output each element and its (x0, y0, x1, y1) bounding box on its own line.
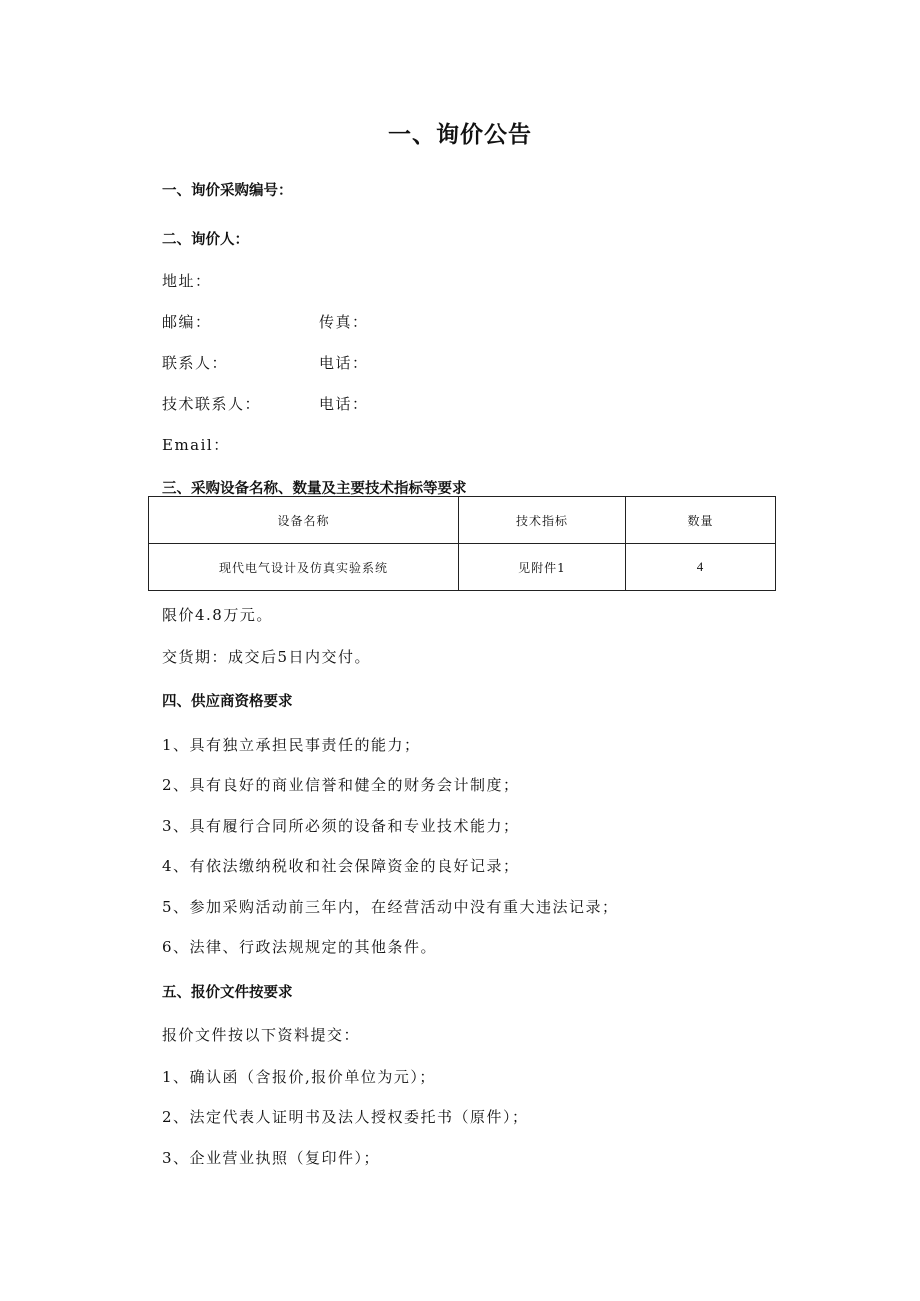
table-cell-equipment-name: 现代电气设计及仿真实验系统 (149, 544, 459, 591)
list-item: 1、具有独立承担民事责任的能力； (162, 736, 421, 754)
fax-label: 传真： (319, 313, 369, 331)
delivery-period: 交货期：成交后5日内交付。 (162, 648, 372, 666)
table-header-cell: 设备名称 (149, 497, 459, 544)
list-item: 2、法定代表人证明书及法人授权委托书（原件）； (162, 1108, 529, 1126)
list-item: 5、参加采购活动前三年内，在经营活动中没有重大违法记录； (162, 898, 619, 916)
list-item: 4、有依法缴纳税收和社会保障资金的良好记录； (162, 857, 520, 875)
phone-label: 电话： (319, 354, 369, 372)
postcode-label: 邮编： (162, 313, 212, 331)
contact-label: 联系人： (162, 354, 229, 372)
tech-contact-label: 技术联系人： (162, 395, 262, 413)
heading-quotation-documents: 五、报价文件按要求 (162, 985, 293, 1001)
list-item: 6、法律、行政法规规定的其他条件。 (162, 938, 438, 956)
equipment-table (148, 496, 776, 591)
table-header-row (149, 497, 776, 544)
table-cell-quantity: 4 (626, 544, 776, 591)
table-row (149, 544, 776, 591)
tech-phone-label: 电话： (319, 395, 369, 413)
heading-inquirer: 二、询价人： (162, 232, 249, 248)
list-item: 3、具有履行合同所必须的设备和专业技术能力； (162, 817, 520, 835)
page-title: 一、询价公告 (388, 122, 532, 148)
list-item: 2、具有良好的商业信誉和健全的财务会计制度； (162, 776, 520, 794)
table-header-cell: 数量 (626, 497, 776, 544)
heading-equipment-requirements: 三、采购设备名称、数量及主要技术指标等要求 (162, 481, 467, 497)
heading-procurement-number: 一、询价采购编号： (162, 183, 293, 199)
email-label: Email： (162, 436, 230, 454)
table-cell-tech-spec: 见附件1 (459, 544, 626, 591)
quotation-intro: 报价文件按以下资料提交： (162, 1026, 361, 1044)
price-limit: 限价4.8万元。 (162, 606, 273, 624)
address-label: 地址： (162, 272, 212, 290)
table-header-cell: 技术指标 (459, 497, 626, 544)
list-item: 3、企业营业执照（复印件）； (162, 1149, 381, 1167)
heading-supplier-qualifications: 四、供应商资格要求 (162, 694, 293, 710)
list-item: 1、确认函（含报价,报价单位为元）； (162, 1068, 436, 1086)
